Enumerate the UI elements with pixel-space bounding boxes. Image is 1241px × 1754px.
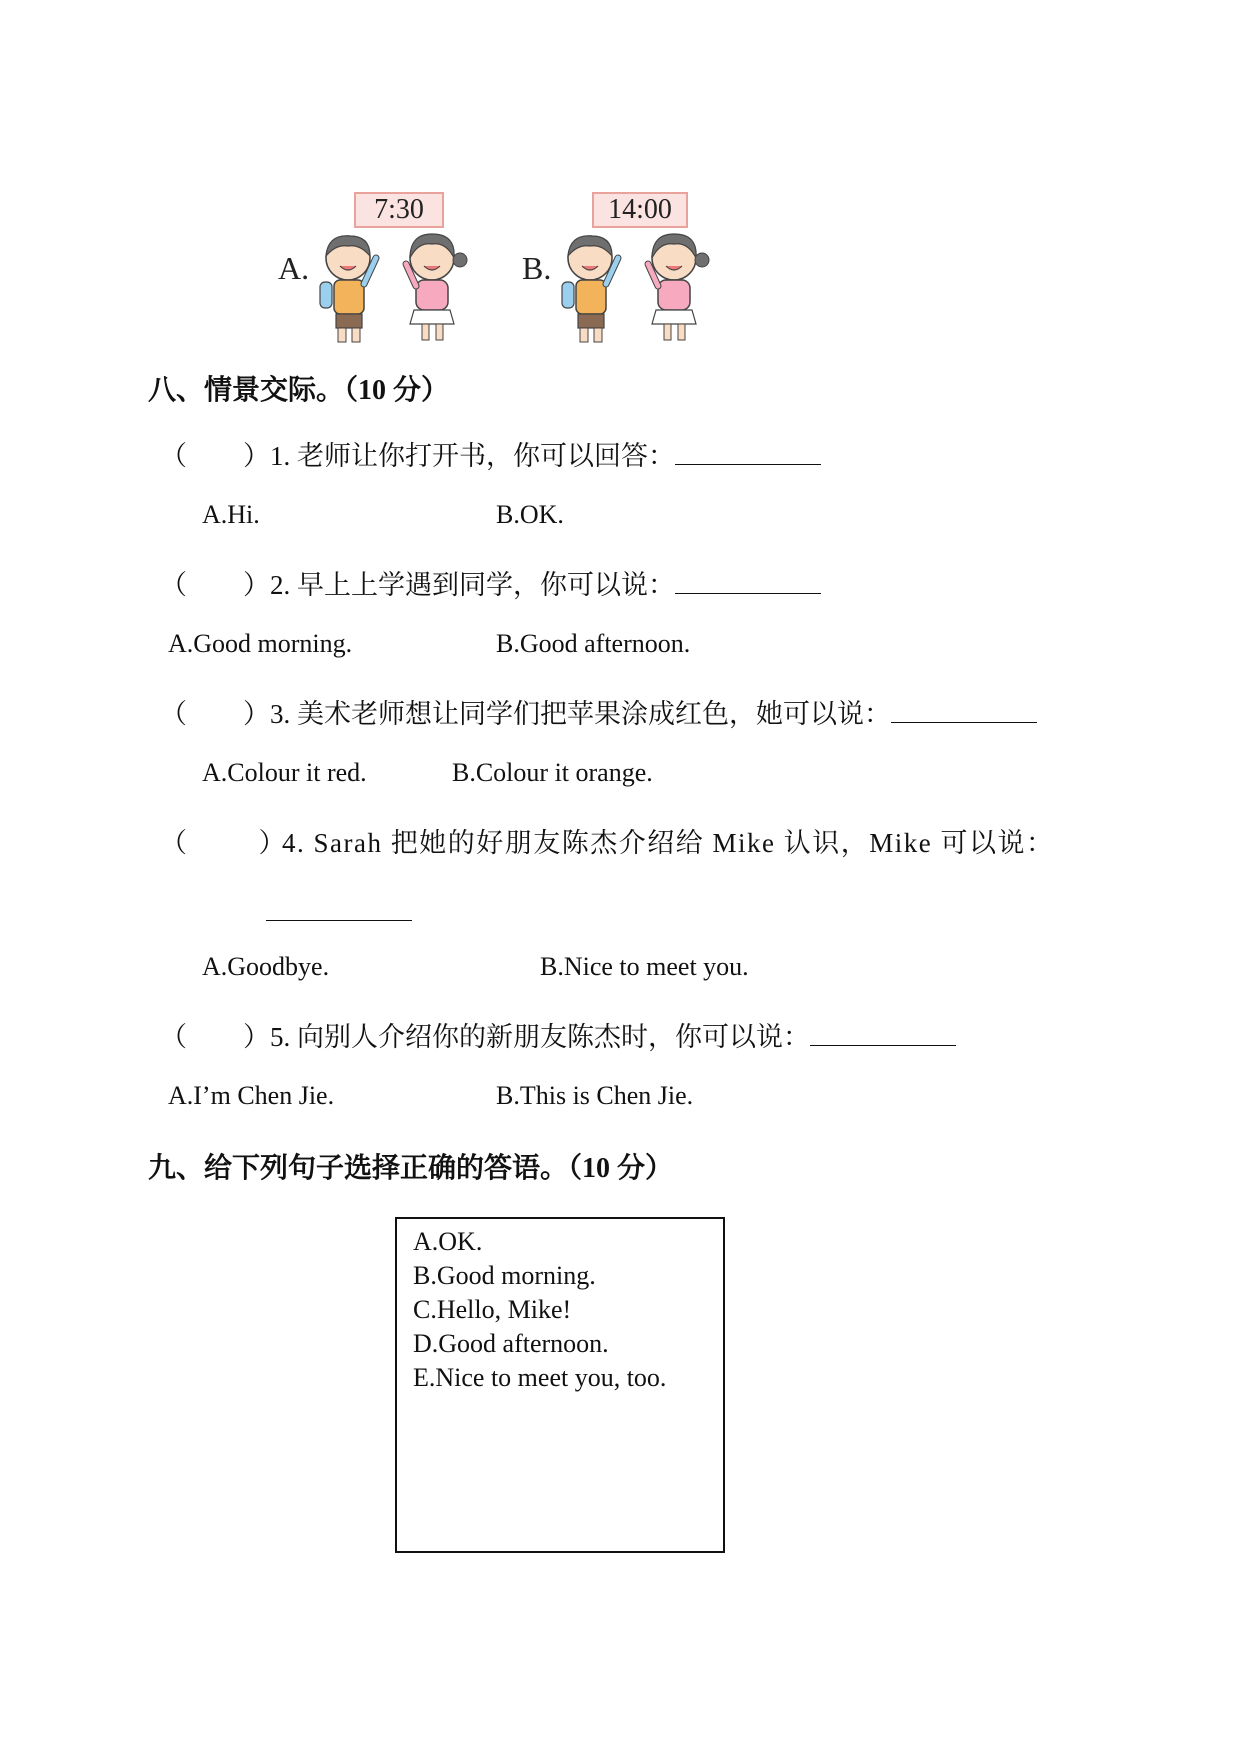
section8-title: 八、情景交际。（10 分） — [148, 375, 450, 406]
question-5: （ ）5. 向别人介绍你的新朋友陈杰时，你可以说： — [160, 1015, 956, 1054]
question-3: （ ）3. 美术老师想让同学们把苹果涂成红色，她可以说： — [160, 692, 1037, 731]
choice-b-time: 14:00 — [592, 192, 688, 228]
choice-a-letter: A. — [278, 250, 310, 286]
question-2-text: 2. 早上上学遇到同学，你可以说： — [270, 570, 675, 600]
answer-option-a: A.OK. — [413, 1227, 483, 1256]
q4-option-a: A.Goodbye. — [202, 952, 330, 981]
question-5-text: 5. 向别人介绍你的新朋友陈杰时，你可以说： — [270, 1022, 810, 1052]
answer-blank[interactable] — [891, 696, 1037, 723]
answer-blank[interactable] — [810, 1019, 956, 1046]
q5-option-b: B.This is Chen Jie. — [496, 1081, 694, 1110]
question-1-text: 1. 老师让你打开书，你可以回答： — [270, 441, 675, 471]
girl-figure — [406, 234, 467, 340]
q4-option-b: B.Nice to meet you. — [540, 952, 749, 981]
question-3-text: 3. 美术老师想让同学们把苹果涂成红色，她可以说： — [270, 699, 891, 729]
kids-illustration-b — [552, 228, 722, 348]
girl-figure — [648, 234, 709, 340]
q5-option-a: A.I’m Chen Jie. — [168, 1081, 335, 1110]
choice-a-time: 7:30 — [354, 192, 444, 228]
answer-option-e: E.Nice to meet you, too. — [413, 1363, 667, 1392]
answer-option-b: B.Good morning. — [413, 1261, 596, 1290]
question-4-text: 4. Sarah 把她的好朋友陈杰介绍给 Mike 认识，Mike 可以说： — [282, 828, 1055, 858]
q3-option-a: A.Colour it red. — [202, 758, 367, 787]
q1-option-a: A.Hi. — [202, 500, 260, 529]
answer-option-d: D.Good afternoon. — [413, 1329, 609, 1358]
answer-blank[interactable] — [266, 894, 412, 921]
q2-option-a: A.Good morning. — [168, 629, 353, 658]
answer-blank[interactable] — [675, 567, 821, 594]
boy-figure — [562, 236, 618, 342]
boy-figure — [320, 236, 376, 342]
choice-b-letter: B. — [522, 250, 552, 286]
answer-option-c: C.Hello, Mike! — [413, 1295, 572, 1324]
answer-blank[interactable] — [675, 438, 821, 465]
answer-options-box — [395, 1217, 725, 1553]
kids-illustration-a — [310, 228, 480, 348]
section9-title: 九、给下列句子选择正确的答语。（10 分） — [148, 1153, 674, 1184]
q3-option-b: B.Colour it orange. — [452, 758, 653, 787]
q2-option-b: B.Good afternoon. — [496, 629, 691, 658]
q1-option-b: B.OK. — [496, 500, 564, 529]
question-2: （ ）2. 早上上学遇到同学，你可以说： — [160, 563, 821, 602]
question-4: （ ）4. Sarah 把她的好朋友陈杰介绍给 Mike 认识，Mike 可以说： — [160, 828, 1055, 858]
question-1: （ ）1. 老师让你打开书，你可以回答： — [160, 434, 821, 473]
